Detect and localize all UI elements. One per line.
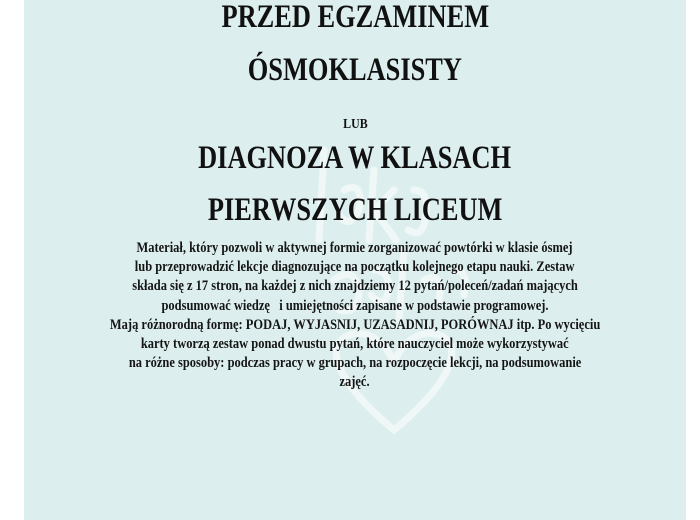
description-line <box>24 258 686 277</box>
description-line <box>24 335 686 354</box>
description-text: podsumować wiedzę i umiejętności zapisane w podstawie programowej. <box>161 297 549 314</box>
connector-text <box>24 117 686 133</box>
description-text: składa się z 17 stron, na każdej z nich znajdziemy 12 pytań/poleceń/zadań mających <box>132 278 578 295</box>
description-text: Materiał, który pozwoli w aktywnej formie zorganizować powtórki w klasie ósmej <box>136 240 574 256</box>
subtitle-line-1 <box>24 140 686 177</box>
document-page <box>24 0 686 520</box>
title-text: PRZED EGZAMINEM <box>221 0 489 35</box>
description-line <box>24 373 686 392</box>
subtitle-text: PIERWSZYCH LICEUM <box>207 192 503 228</box>
description-text: karty tworzą zestaw ponad dwustu pytań, które nauczyciel może wykorzystywać <box>141 336 569 353</box>
description-line <box>24 354 686 373</box>
description-paragraph <box>24 239 686 393</box>
description-text: lub przeprowadzić lekcje diagnozujące na początku kolejnego etapu nauki. Zestaw <box>135 259 575 276</box>
title-text: ÓSMOKLASISTY <box>247 52 463 88</box>
connector-label: LUB <box>342 117 368 132</box>
description-line <box>24 316 686 335</box>
title-line-2 <box>24 52 686 89</box>
description-line <box>24 277 686 296</box>
description-text: zajęć. <box>339 374 371 391</box>
description-line <box>24 297 686 316</box>
description-text: na różne sposoby: podczas pracy w grupach, na rozpoczęcie lekcji, na podsumowanie <box>128 355 582 372</box>
subtitle-text: DIAGNOZA W KLASACH <box>198 140 512 176</box>
title-line-1 <box>24 0 686 36</box>
description-line <box>24 239 686 258</box>
description-text: Mają różnorodną formę: PODAJ, WYJASNIJ, UZASADNIJ, PORÓWNAJ itp. Po wycięciu <box>109 316 601 333</box>
subtitle-line-2 <box>24 192 686 229</box>
